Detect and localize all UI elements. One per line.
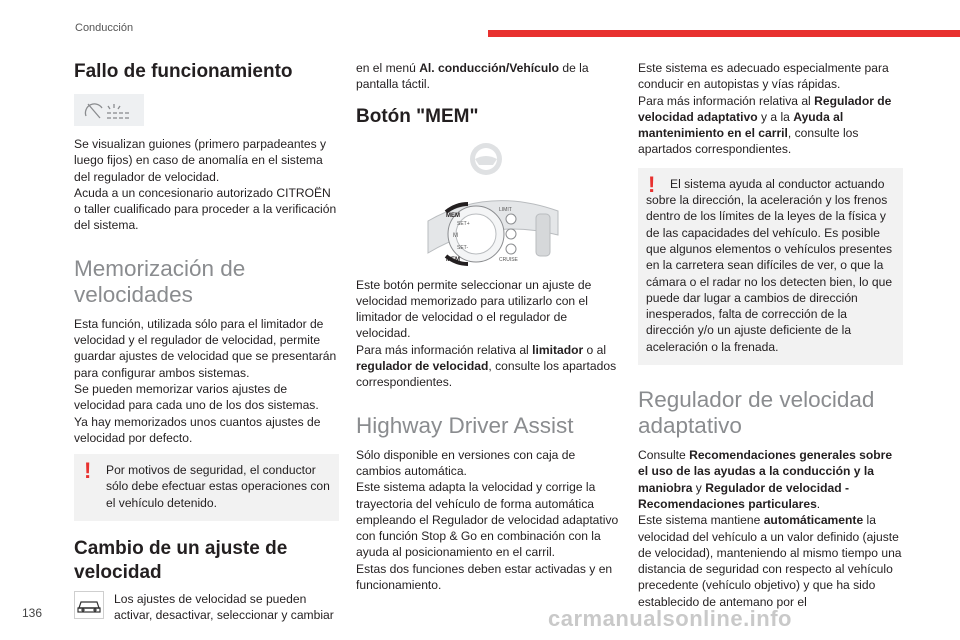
column-2	[356, 60, 621, 593]
warning-text-2: El sistema ayuda al conductor actuando sobre la dirección, la aceleración y los frenos dentro de los límites de la leyes de la física y de las capacidades del vehículo. Es posible que algunos elementos o vehículos presentes en la carretera sean difíciles de ver, o que la cámara o el radar no los detecten bien, lo que puede dar lugar a cambios de dirección inesperados, falta de corrección de la dirección y/o un ajuste deficiente de la aceleración o la frenada.	[646, 176, 893, 354]
automaticamente-bold: automáticamente	[763, 513, 864, 528]
column-3	[638, 60, 903, 610]
speed-regulator-fault-icon	[74, 94, 144, 126]
set-minus-label: SET-	[457, 244, 469, 251]
watermark: carmanualsonline.info	[548, 606, 792, 631]
text-span: en el menú	[356, 61, 420, 75]
regulador-adaptativo-bold: Regulador de velocidad adaptativo	[638, 93, 892, 124]
paragraph-hda-1: Sólo disponible en versiones con caja de cambios automática.	[356, 447, 576, 478]
regulador-recomendaciones-bold: Regulador de velocidad - Recomendaciones particulares	[638, 480, 850, 511]
text-span: y	[692, 480, 706, 495]
menu-path-bold: Al. conducción/Vehículo	[419, 61, 559, 75]
car-note-row	[74, 591, 339, 624]
paragraph-fallo-1: Se visualizan guiones (primero parpadeantes y luego fijos) en caso de anomalía en el sistema del regulador de velocidad.	[74, 137, 327, 184]
cruise-label: CRUISE	[499, 256, 518, 263]
page-number: 136	[22, 606, 43, 620]
m-label: M	[453, 232, 458, 239]
heading-memorizacion: Memorización de velocidades	[74, 255, 246, 307]
column-1	[74, 60, 339, 624]
speed-stalk-icon	[428, 200, 558, 263]
ayuda-carril-bold: Ayuda al mantenimiento en el carril	[638, 109, 844, 141]
text-span: la velocidad del vehículo a un valor definido (ajuste de velocidad), manteniendo al mismo tiempo una distancia de seguridad con respecto al vehículo precedente (vehículo objetivo) y que ha sido establecido de antemano por el	[638, 513, 902, 609]
warning-exclamation-icon: !	[648, 171, 656, 197]
paragraph-cambio: Los ajustes de velocidad se pueden activar, desactivar, seleccionar y cambiar	[114, 592, 334, 623]
mem-stalk-illustration	[356, 139, 621, 277]
set-plus-label: SET+	[457, 220, 470, 227]
limit-label: LIMIT	[499, 206, 512, 213]
warning-exclamation-icon: !	[84, 458, 92, 484]
paragraph-hda-2: Este sistema adapta la velocidad y corrige la trayectoria del vehículo de forma automática empleando el Regulador de velocidad adaptativo con función Stop & Go en combinación con la ayuda al posicionamiento en el carril.	[356, 480, 619, 560]
paragraph-fallo-2: Acuda a un concesionario autorizado CITROËN o taller cualificado para proceder a la verificación del sistema.	[74, 185, 337, 233]
car-icon	[74, 591, 104, 619]
heading-fallo: Fallo de funcionamiento	[74, 61, 293, 82]
section-red-bar	[488, 30, 960, 37]
regulador-bold: regulador de velocidad	[356, 359, 489, 374]
text-span: o al	[583, 342, 607, 357]
warning-text-1: Por motivos de seguridad, el conductor sólo debe efectuar estas operaciones con el vehículo detenido.	[106, 463, 330, 510]
warning-box-2	[638, 168, 903, 365]
paragraph-c3-3	[638, 447, 903, 512]
mem-label-bottom: MEM	[446, 256, 460, 263]
steering-wheel-icon	[470, 143, 502, 175]
mem-label-top: MEM	[446, 212, 460, 219]
paragraph-btn-1: Este botón permite seleccionar un ajuste de velocidad memorizado para utilizarlo con el limitador de velocidad o el regulador de velocidad.	[356, 277, 592, 341]
section-header: Conducción	[75, 22, 134, 34]
heading-regulador-adaptativo: Regulador de velocidad adaptativo	[638, 387, 875, 439]
text-span: Este sistema mantiene	[638, 513, 764, 528]
text-span: .	[816, 496, 821, 511]
text-span: Consulte	[638, 448, 690, 463]
paragraph-mem-1: Esta función, utilizada sólo para el limitador de velocidad y el regulador de velocidad, permite guardar ajustes de velocidad que se presentarán para configurar ambos sistemas.	[74, 316, 337, 380]
text-span: Para más información relativa al	[638, 93, 815, 108]
warning-box-1	[74, 454, 339, 521]
paragraph-menu-continued	[356, 60, 621, 93]
paragraph-mem-2: Se pueden memorizar varios ajustes de velocidad para cada uno de los dos sistemas.	[74, 381, 319, 413]
heading-mem-button: Botón "MEM"	[356, 105, 479, 127]
paragraph-btn-2	[356, 342, 621, 391]
paragraph-hda-3: Estas dos funciones deben estar activadas y en funcionamiento.	[356, 561, 613, 593]
paragraph-mem-3: Ya hay memorizados unos cuantos ajustes de velocidad por defecto.	[74, 414, 321, 445]
text-span: de la pantalla táctil.	[356, 61, 589, 92]
limitador-bold: limitador	[532, 342, 584, 357]
text-span: Para más información relativa al	[356, 342, 533, 357]
text-span: y a la	[757, 109, 794, 124]
paragraph-c3-1: Este sistema es adecuado especialmente para conducir en autopistas y vías rápidas.	[638, 61, 889, 92]
text-span: , consulte los apartados correspondientes.	[356, 359, 617, 390]
heading-highway-driver-assist: Highway Driver Assist	[356, 412, 574, 438]
paragraph-c3-2	[638, 93, 903, 158]
recomendaciones-bold: Recomendaciones generales sobre el uso de las ayudas a la conducción y la maniobra	[638, 448, 893, 495]
text-span: , consulte los apartados correspondientes.	[638, 126, 859, 157]
paragraph-c3-4	[638, 512, 903, 610]
heading-cambio: Cambio de un ajuste de velocidad	[74, 538, 288, 584]
